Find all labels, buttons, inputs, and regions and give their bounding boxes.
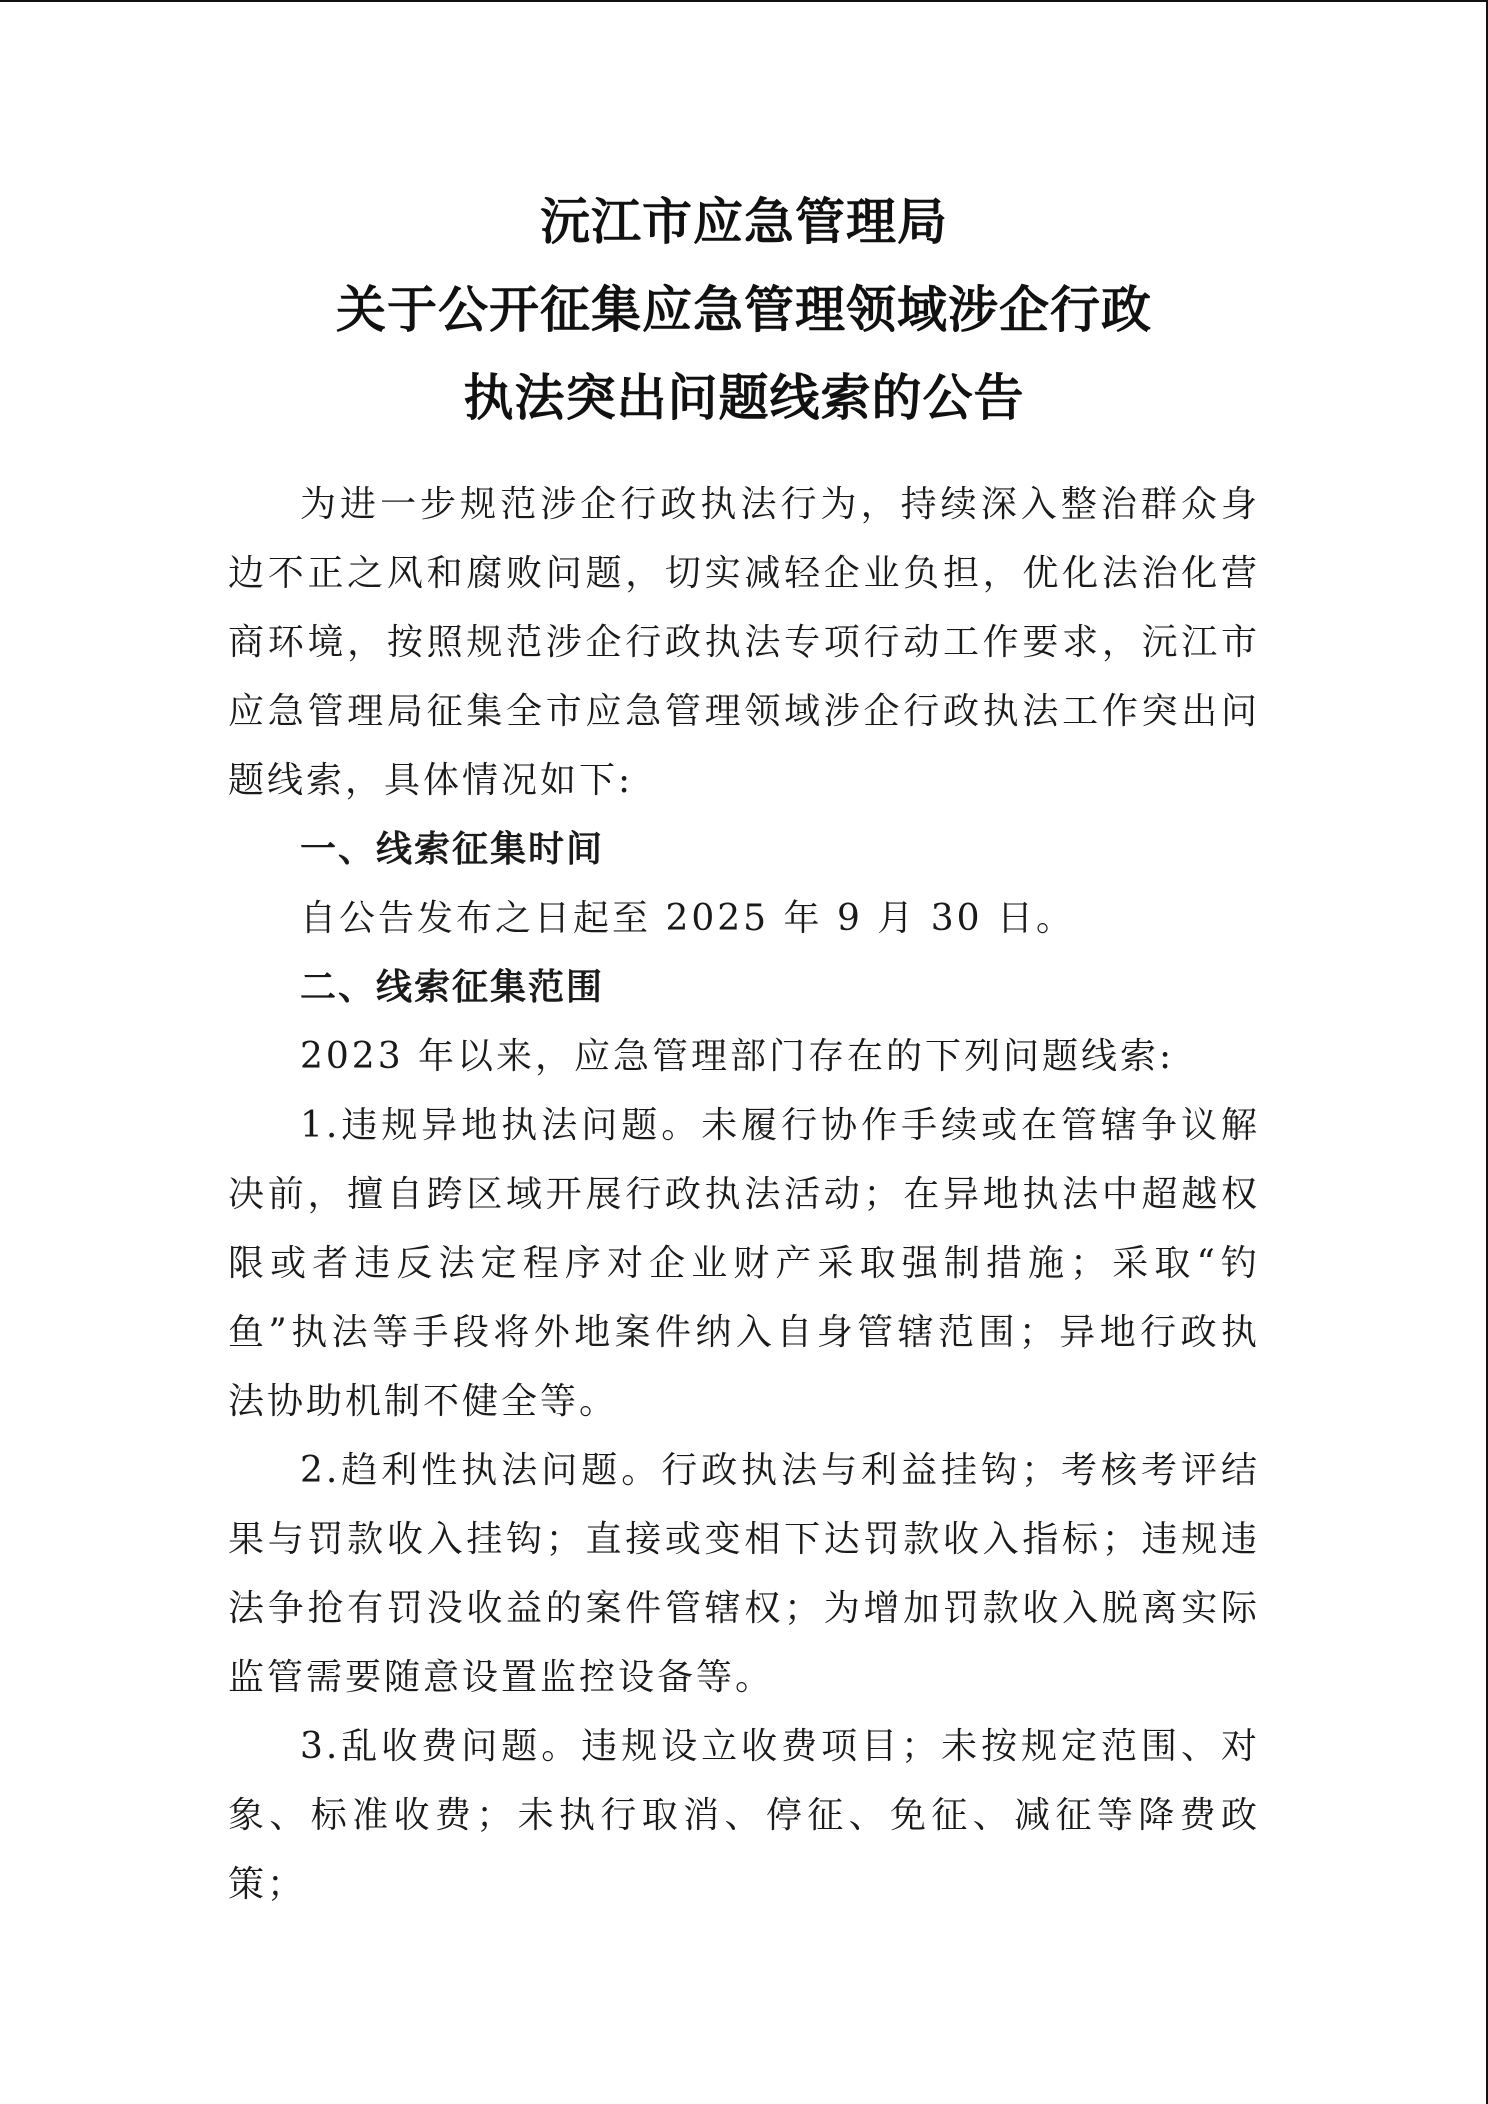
list-item-2: 2.趋利性执法问题。行政执法与利益挂钩；考核考评结果与罚款收入挂钩；直接或变相下达罚款收入指标；违规违法争抢有罚没收益的案件管辖权；为增加罚款收入脱离实际监管需要随意设置监控设备等。 <box>228 1450 1260 1698</box>
title-line-2: 关于公开征集应急管理领域涉企行政 <box>336 280 1152 339</box>
list-item-1: 1.违规异地执法问题。未履行协作手续或在管辖争议解决前，擅自跨区域开展行政执法活动；在异地执法中超越权限或者违反法定程序对企业财产采取强制措施；采取“钓鱼”执法等手段将外地案件纳入自身管辖范围；异地行政执法协助机制不健全等。 <box>228 1105 1260 1422</box>
intro-paragraph: 为进一步规范涉企行政执法行为，持续深入整治群众身边不正之风和腐败问题，切实减轻企业负担，优化法治化营商环境，按照规范涉企行政执法专项行动工作要求，沅江市应急管理局征集全市应急管理领域涉企行政执法工作突出问题线索，具体情况如下: <box>228 484 1260 801</box>
section-heading-1: 一、线索征集时间 <box>300 829 605 870</box>
section-2-intro: 2023 年以来，应急管理部门存在的下列问题线索: <box>300 1036 1175 1077</box>
section-1-text: 自公告发布之日起至 2025 年 9 月 30 日。 <box>300 898 1075 939</box>
document-body <box>228 470 1260 1919</box>
document-title <box>0 178 1488 442</box>
list-item-3: 3.乱收费问题。违规设立收费项目；未按规定范围、对象、标准收费；未执行取消、停征、免征、减征等降费政策； <box>228 1726 1260 1905</box>
title-line-1: 沅江市应急管理局 <box>540 192 948 251</box>
title-line-3: 执法突出问题线索的公告 <box>463 368 1025 427</box>
section-heading-2: 二、线索征集范围 <box>300 967 605 1008</box>
